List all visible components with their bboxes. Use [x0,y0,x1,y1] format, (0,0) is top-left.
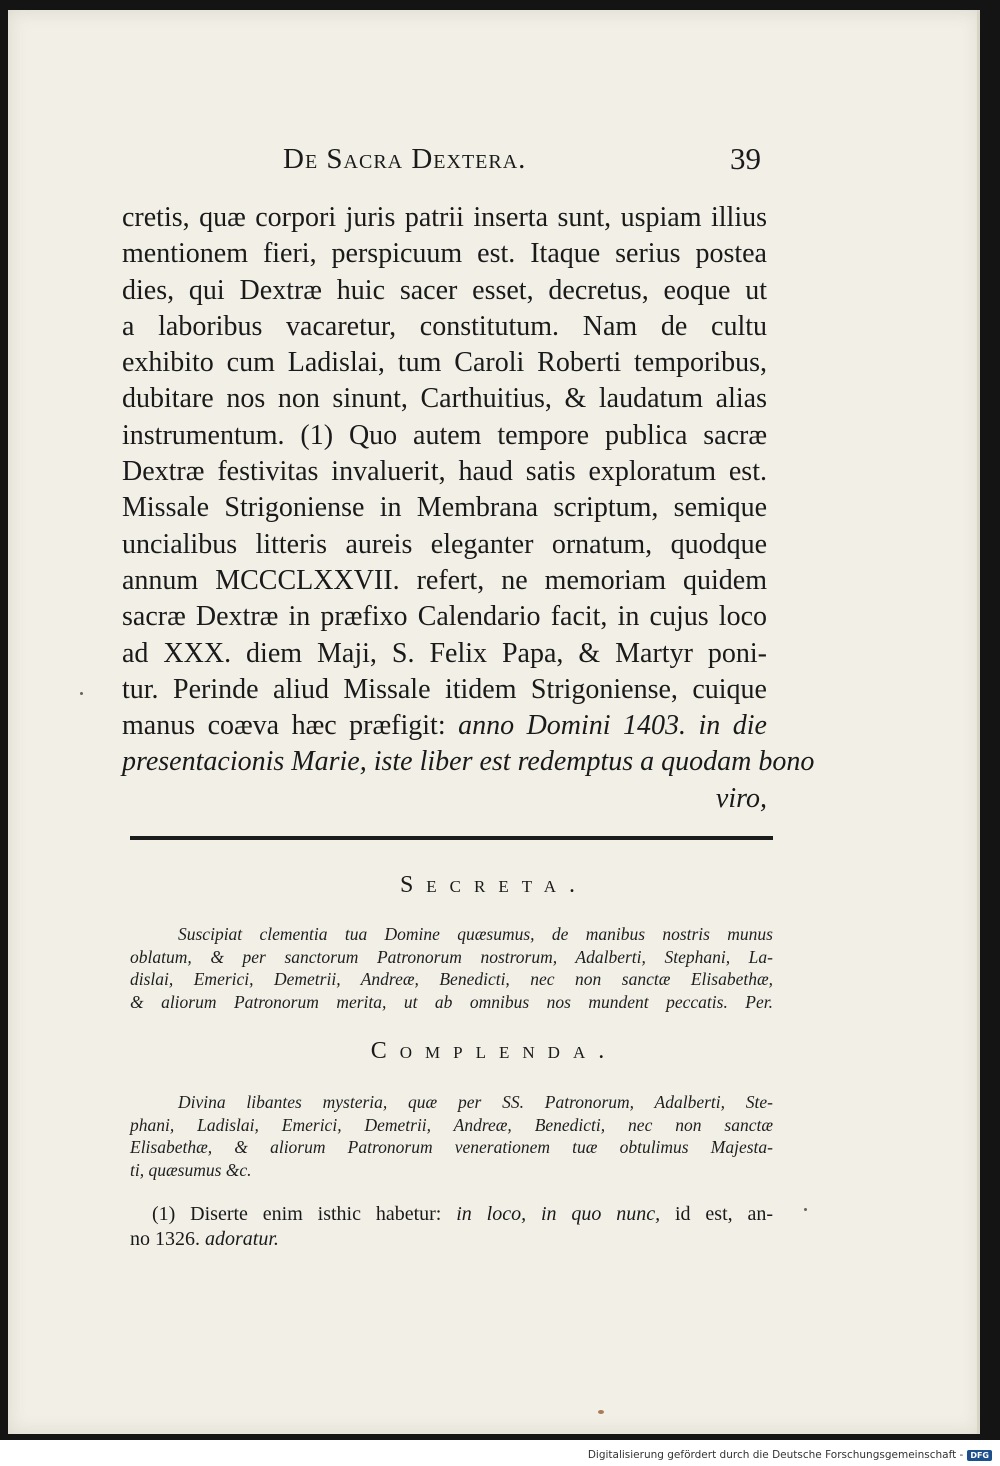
body-line: tur. Perinde aliud Missale itidem Strigoniense, cuique [122,673,767,705]
paper-speck [804,1208,807,1211]
body-line [122,708,767,744]
prayer-line: dislai, Emerici, Demetrii, Andreæ, Benedicti, nec non sanctæ Elisabethæ, [130,969,773,989]
prayer-line: oblatum, & per sanctorum Patronorum nostrorum, Adalberti, Stephani, La- [130,946,773,967]
body-line: dubitare nos non sinunt, Carthuitius, & laudatum alias [122,383,767,415]
page-number: 39 [730,141,761,176]
body-line: uncialibus litteris aureis eleganter ornatum, quodque [122,528,767,560]
secreta-prayer [130,923,773,1013]
body-line: mentionem fieri, perspicuum est. Itaque serius postea [122,238,767,270]
prayer-line: Suscipiat clementia tua Domine quæsumus, de manibus nostris munus [178,924,773,944]
digitization-credit [588,1449,992,1461]
body-text [122,200,815,817]
body-line: dies, qui Dextræ huic sacer esset, decretus, eoque ut [122,274,767,306]
body-line: exhibito cum Ladislai, tum Caroli Roberti temporibus, [122,347,767,379]
footnote [130,1202,773,1252]
footnote-text: no 1326. [130,1228,200,1250]
prayer-line: & aliorum Patronorum merita, ut ab omnibus nos mundent peccatis. Per. [130,991,773,1012]
prayer-line: Elisabethæ, & aliorum Patronorum venerationem tuæ obtulimus Majesta- [130,1137,773,1157]
body-line: sacræ Dextræ in præfixo Calendario facit, in cujus loco [122,601,767,633]
prayer-line: Divina libantes mysteria, quæ per SS. Patronorum, Adalberti, Ste- [178,1092,773,1112]
prayer-line: ti, quæsumus &c. [130,1159,252,1180]
paper-stain [598,1410,604,1414]
footnote-line [130,1227,773,1252]
body-line: Dextræ festivitas invaluerit, haud satis exploratum est. [122,456,767,488]
body-line: ad XXX. diem Maji, S. Felix Papa, & Martyr poni- [122,637,767,669]
footnote-line [130,1202,773,1227]
dfg-logo: DFG [967,1450,992,1461]
complenda-heading: Complenda. [370,1038,618,1064]
footnote-italic: in loco, in quo nunc, [456,1203,661,1225]
section-rule [130,836,773,840]
page-edge [977,10,980,1434]
running-head: De Sacra Dextera. [283,143,527,175]
body-line: Missale Strigoniense in Membrana scriptum, semique [122,492,767,524]
footnote-text: id est, an- [675,1203,774,1225]
body-line-italic: presentacionis Marie, iste liber est redemptus a quodam bono [122,746,815,778]
credit-text: Digitalisierung gefördert durch die Deutsche Forschungsgemeinschaft - [587,1449,964,1461]
body-line: instrumentum. (1) Quo autem tempore publica sacræ [122,419,767,451]
body-line-roman: manus coæva hæc præfigit: [122,710,446,742]
body-line: annum MCCCLXXVII. refert, ne memoriam quidem [122,564,767,596]
footnote-italic: adoratur. [205,1228,279,1250]
book-page [8,10,980,1434]
prayer-line: phani, Ladislai, Emerici, Demetrii, Andreæ, Benedicti, nec non sanctæ [130,1114,773,1135]
body-line: cretis, quæ corpori juris patrii inserta sunt, uspiam illius [122,202,767,233]
paper-speck [80,692,83,695]
footnote-text: (1) Diserte enim isthic habetur: [152,1203,442,1225]
catchword: viro, [715,782,767,814]
body-line-italic: anno Domini 1403. in die [458,710,767,742]
body-line: a laboribus vacaretur, constitutum. Nam de cultu [122,310,767,342]
secreta-heading: Secreta. [399,872,589,898]
complenda-prayer [130,1091,773,1181]
